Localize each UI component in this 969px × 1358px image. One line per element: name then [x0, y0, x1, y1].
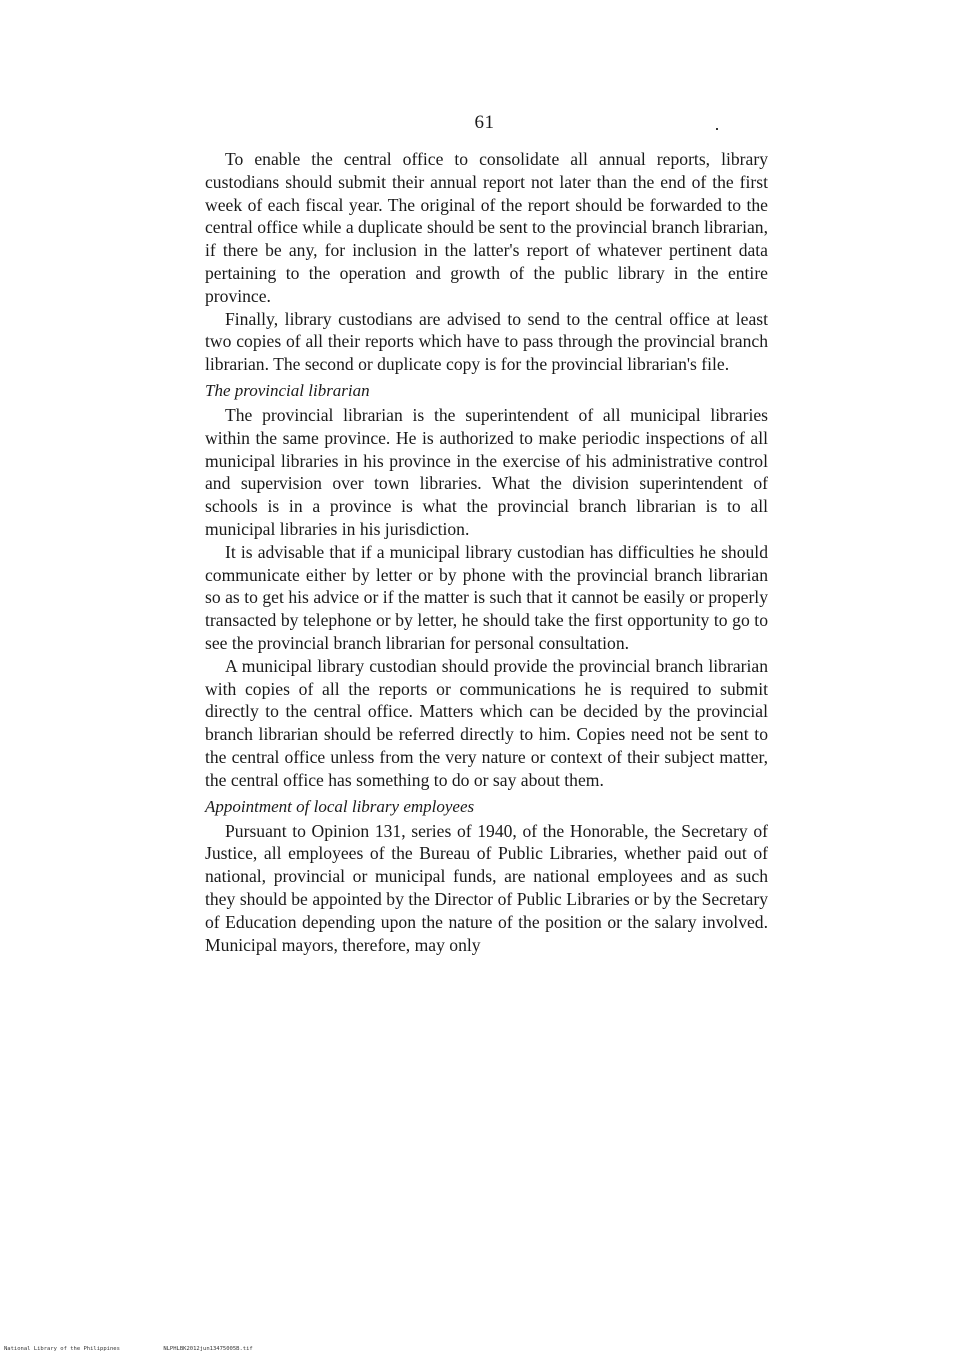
footer-library-name: National Library of the Philippines [4, 1346, 120, 1352]
page-body [205, 148, 768, 956]
scan-footer [4, 1346, 253, 1352]
paragraph-provincial-superintendent: The provincial librarian is the superintendent of all municipal libraries within the same province. He is authorized to make periodic inspections of all municipal libraries in his province in the exercise of his administrative control and supervision over town libraries. What the division superintendent of schools is in a province is what the provincial branch librarian is to all municipal libraries in his jurisdiction. [205, 404, 768, 539]
paragraph-communication-advice: It is advisable that if a municipal library custodian has difficulties he should communicate either by letter or by phone with the provincial branch librarian so as to get his advice or if the matter is such that it cannot be easily or properly transacted by telephone or by letter, he should take the first opportunity to go to see the provincial branch librarian for personal consultation. [205, 541, 768, 653]
page-number: 61 [474, 112, 495, 133]
scan-speck [716, 128, 718, 130]
paragraph-annual-report: To enable the central office to consolidate all annual reports, library custodians should submit their annual report not later than the end of the first week of each fiscal year. The original of the report should be forwarded to the central office while a duplicate should be sent to the provincial branch librarian, if there be any, for inclusion in the latter's report of whatever pertinent data pertaining to the operation and growth of the public library in the entire province. [205, 149, 768, 306]
section-heading-appointment: Appointment of local library employees [205, 796, 475, 816]
section-heading-provincial-librarian: The provincial librarian [205, 380, 370, 400]
paragraph-copies-to-central-office: Finally, library custodians are advised to send to the central office at least two copies of all their reports which have to pass through the provincial branch librarian. The second or duplicate copy is for the provincial librarian's file. [205, 308, 768, 375]
paragraph-report-copies: A municipal library custodian should provide the provincial branch librarian with copies of all the reports or communications he is required to submit directly to the central office. Matters which can be decided by the provincial branch librarian should be referred directly to him. Copies need not be sent to the central office unless from the very nature or context of their subject matter, the central office has something to do or say about them. [205, 655, 768, 790]
paragraph-opinion-131: Pursuant to Opinion 131, series of 1940, of the Honorable, the Secretary of Justice, all employees of the Bureau of Public Libraries, whether paid out of national, provincial or municipal funds, are national employees and as such they should be appointed by the Director of Public Libraries or by the Secretary of Education depending upon the nature of the position or the salary involved. Municipal mayors, therefore, may only [205, 820, 768, 955]
footer-file-code: NLPHLBK2012jun13475005B.tif [163, 1346, 253, 1352]
